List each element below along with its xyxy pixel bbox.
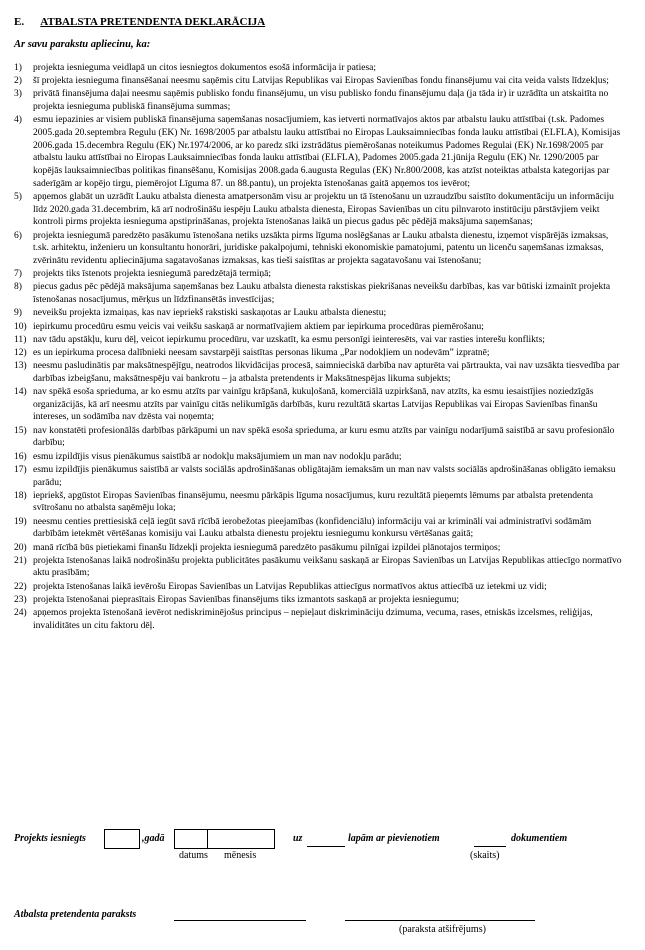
item-text: neesmu pasludinātis par maksātnespējīgu, neatrodos likvidācijas procesā, saimnieciskā darbība nav apturēta vai pārtraukta, vai nav uzsākta tiesvedība par darbības izbeigšanu, maksātnespēju vai bankrotu – ja atbalsta pretendents ir Maksātnespējas likuma subjekts;: [33, 360, 620, 384]
declaration-item: [14, 581, 626, 594]
declaration-item: [14, 281, 626, 306]
item-number: 1): [14, 62, 22, 73]
item-number: 19): [14, 515, 27, 527]
section-title: [14, 16, 265, 28]
item-number: 18): [14, 489, 27, 501]
declaration-item: [14, 334, 626, 347]
date-field[interactable]: [174, 829, 208, 849]
submitted-label: Projekts iesniegts: [14, 833, 86, 844]
declaration-item: [14, 114, 626, 190]
item-text: nav konstatēti profesionālās darbības pārkāpumi un nav spēkā esoša sprieduma, ar kuru esmu atzīts par vainīgu nodarījumā saistībā ar savu profesionālo darbību;: [33, 424, 615, 449]
declaration-item: [14, 347, 626, 360]
pages-label: lapām ar pievienotiem: [348, 833, 440, 844]
item-number: 22): [14, 580, 27, 592]
item-number: 10): [14, 320, 27, 332]
item-text: projekta īstenošanas laikā ievērošu Eiropas Savienības un Latvijas Republikas attiecīgus normatīvos aktus attiecībā uz ietekmi uz vidi;: [33, 580, 547, 592]
item-text: es un iepirkuma procesa dalībnieki neesam savstarpēji saistītas personas likuma „Par nodokļiem un nodevām” izpratnē;: [33, 346, 490, 358]
declaration-item: [14, 386, 626, 424]
item-number: 16): [14, 450, 27, 462]
item-number: 23): [14, 593, 27, 605]
declaration-item: [14, 555, 626, 580]
declaration-item: [14, 542, 626, 555]
declaration-item: [14, 307, 626, 320]
item-number: 12): [14, 346, 27, 358]
year-suffix: ,gadā: [142, 833, 165, 844]
declaration-item: [14, 88, 626, 113]
item-number: 2): [14, 75, 22, 87]
item-number: 11): [14, 333, 27, 345]
item-number: 14): [14, 386, 27, 398]
item-number: 7): [14, 268, 22, 280]
item-text: neesmu centies prettiesiskā ceļā iegūt savā rīcībā ierobežotas pieejamības (konfidenciālu) informāciju vai ar krimināli vai administratīvi sodāmām darbībām ietekmēt vērtēšanas komisiju vai Lauku atbalsta dienestu projektu iesniegumu konkursu vērtēšanas gaitā;: [33, 515, 592, 540]
year-field[interactable]: [104, 829, 140, 849]
item-text: neveikšu projekta izmaiņas, kas nav iepriekš rakstiski saskaņotas ar Lauku atbalsta dienestu;: [33, 307, 387, 319]
declaration-item: [14, 490, 626, 515]
declaration-item: [14, 464, 626, 489]
declaration-item: [14, 360, 626, 385]
item-number: 21): [14, 554, 27, 566]
item-text: nav tādu apstākļu, kuru dēļ, veicot iepirkumu procedūru, var uzskatīt, ka esmu personīgi ieinteresēts, vai var rasties interešu konflikts;: [33, 333, 545, 345]
item-number: 24): [14, 607, 27, 619]
section-number: E.: [14, 16, 25, 28]
item-text: projekta īstenošanai pieprasītais Eiropas Savienības finansējums tiks izmantots saskaņā ar projekta iesniegumu;: [33, 593, 460, 605]
item-number: 9): [14, 307, 22, 319]
item-text: nav spēkā esoša sprieduma, ar ko esmu atzīts par vainīgu krāpšanā, kukuļošanā, komerciālā uzpirkšanā, nav atzīts, ka esmu iesaistījies noziedzīgās organizācijās, kā arī neesmu atzīts par vainīgu citās nelikumīgās darbībās, kuru rezultātā skartas Latvijas Republikas vai Eiropas Savienības finanšu intereses, un sodāmība nav dzēsta vai noņemta;: [33, 386, 598, 423]
declaration-item: [14, 75, 626, 88]
declaration-item: [14, 268, 626, 281]
count-caption: (skaits): [470, 850, 500, 861]
item-text: projekts tiks īstenots projekta iesniegumā paredzētajā termiņā;: [33, 268, 272, 280]
declaration-item: [14, 516, 626, 541]
signature-block: [14, 907, 634, 947]
signature-label: Atbalsta pretendenta paraksts: [14, 909, 137, 920]
item-text: apņemos projekta īstenošanā ievērot nediskriminējošus principus – nepieļaut diskrimināciju dzimuma, vecuma, rases, etniskās izcelsmes, reliģijas, invaliditātes un citu faktoru dēļ.: [33, 607, 593, 631]
item-text: esmu iepazinies ar visiem publiskā finansējuma saņemšanas nosacījumiem, kas ietverti normatīvajos aktos par atbalstu lauku attīstībai (t.sk. Padomes 2005.gada 20.septembra Regulu (EK) Nr. 1698/2005 par atbalstu lauku attīstībai no Eiropas Lauksaimniecības fonda lauku attīstībai (ELFLA), Komisijas 2006.gada 15.decembra Regulu (EK) Nr.1974/2006, ar ko paredz sīki izstrādātus piemērošanas noteikumus Padomes Regulai (EK) Nr.1698/2005 par atbalstu lauku attīstībai no Eiropas Lauksaimniecības fonda lauku attīstībai (ELFLA), Padomes 2005.gada 21.jūnija Regulu (EK) Nr. 1290/2005 par kopējās lauksaimniecības politikas finansēšanu, Komisijas 2008.gada 6.augusta Regulas (EK) Nr.800/2008, kas atzīst noteiktas atbalsta kategorijas par saderīgām ar kopējo tirgu, piemērojot Līguma 87. un 88.pantu), un projekta īstenošanas gaitā apņemos tos ievērot;: [33, 114, 621, 189]
signature-name-field[interactable]: [345, 920, 535, 921]
item-number: 17): [14, 463, 27, 475]
declaration-item: [14, 321, 626, 334]
section-heading: ATBALSTA PRETENDENTA DEKLARĀCIJA: [40, 16, 266, 28]
item-text: projekta iesniegumā paredzēto pasākumu īstenošana netiks uzsākta pirms līguma noslēgšanas ar Lauku atbalsta dienestu, izņemot vispārējās izmaksas, t.sk. arhitektu, inženieru un konsultantu honorāri, juridiske pakalpojumi, tehniski ekonomiskie pamatojumi, patentu un licenču saņemšanas izmaksas, zvērinātu revidentu apliecinājuma sagatavošanas izmaksas, kas tieši saistītas ar projekta sagatavošanu vai īstenošanu;: [33, 229, 609, 267]
submission-block: [14, 829, 634, 869]
item-text: manā rīcībā būs pietiekami finanšu līdzekļi projekta iesniegumā paredzēto pasākumu pilnīgai izpildei plānotajos termiņos;: [33, 541, 501, 553]
item-text: iepriekš, apgūstot Eiropas Savienības finansējumu, neesmu pārkāpis līguma nosacījumus, kuru rezultātā pieņemts lēmums par atbalsta pretendenta svītrošanu no atbalsta saņēmēju loka;: [33, 489, 593, 514]
item-number: 4): [14, 114, 22, 126]
date-caption: datums: [179, 850, 208, 861]
month-caption: mēnesis: [224, 850, 257, 861]
item-number: 5): [14, 191, 22, 203]
uz-label: uz: [293, 833, 303, 844]
declaration-item: [14, 191, 626, 229]
item-text: projekta īstenošanas laikā nodrošināšu projekta publicitātes pasākumu veikšanu saskaņā ar Eiropas Savienības un Latvijas Republikas attiecīgo normatīvo aktu prasībām;: [33, 554, 622, 579]
signature-caption: (paraksta atšifrējums): [399, 924, 486, 935]
declaration-item: [14, 594, 626, 607]
declaration-item: [14, 425, 626, 450]
declaration-item: [14, 607, 626, 632]
item-number: 6): [14, 229, 22, 241]
item-text: piecus gadus pēc pēdējā maksājuma saņemšanas bez Lauku atbalsta dienesta rakstiskas piekrišanas neveikšu darbības, kas var būtiski izmainīt projekta īstenošanas nosacījumus, mērķus un līdzfinansētās investīcijas;: [33, 281, 611, 306]
declaration-list: [14, 62, 626, 633]
declaration-item: [14, 451, 626, 464]
item-text: privātā finansējuma daļai neesmu saņēmis publisko fondu finansējumu, un visu publisko fondu finansējumu daļa (ja tāda ir) ir uzrādīta un atskaitīta no projekta iesnieguma publiskā finansējuma summas;: [33, 88, 609, 113]
item-number: 15): [14, 424, 27, 436]
item-number: 20): [14, 541, 27, 553]
declaration-item: [14, 62, 626, 75]
item-text: iepirkumu procedūru esmu veicis vai veikšu saskaņā ar normatīvajiem aktiem par iepirkuma procedūras piemērošanu;: [33, 320, 484, 332]
item-number: 3): [14, 88, 22, 100]
item-text: esmu izpildījis pienākumus saistībā ar valsts sociālās apdrošināšanas obligātajām iemaksām un man nav valsts sociālās apdrošināšanas obligāto iemaksu parādu;: [33, 463, 616, 488]
item-number: 13): [14, 360, 27, 372]
item-text: projekta iesnieguma veidlapā un citos iesniegtos dokumentos esošā informācija ir patiesa;: [33, 62, 377, 73]
documents-label: dokumentiem: [511, 833, 568, 844]
intro-text: Ar savu parakstu apliecinu, ka:: [14, 39, 151, 50]
item-text: šī projekta iesnieguma finansēšanai neesmu saņēmis citu Latvijas Republikas vai Eiropas Savienības fondu finansējumu vai cita veida valsts līdzekļus;: [33, 75, 609, 87]
signature-field[interactable]: [174, 920, 306, 921]
declaration-item: [14, 230, 626, 268]
item-number: 8): [14, 281, 22, 293]
documents-count-field[interactable]: [474, 846, 506, 847]
item-text: esmu izpildījis visus pienākumus saistībā ar nodokļu maksājumiem un man nav nodokļu parādu;: [33, 450, 402, 462]
pages-count-field[interactable]: [307, 846, 345, 847]
item-text: apņemos glabāt un uzrādīt Lauku atbalsta dienesta amatpersonām visu ar projektu un tā īstenošanu un uzraudzību saistīto dokumentāciju un informāciju līdz 2020.gada 31.decembrim, kā arī nodrošināšu iespēju Lauku atbalsta dienesta, Eiropas Savienības un citu pilnvaroto institūciju pārstāvjiem veikt kontroli pirms projekta iesnieguma apstiprināšanas, projekta īstenošanas laikā un piecus gadus pēc pēdējā maksājuma saņemšanas;: [33, 191, 614, 228]
month-field[interactable]: [207, 829, 275, 849]
